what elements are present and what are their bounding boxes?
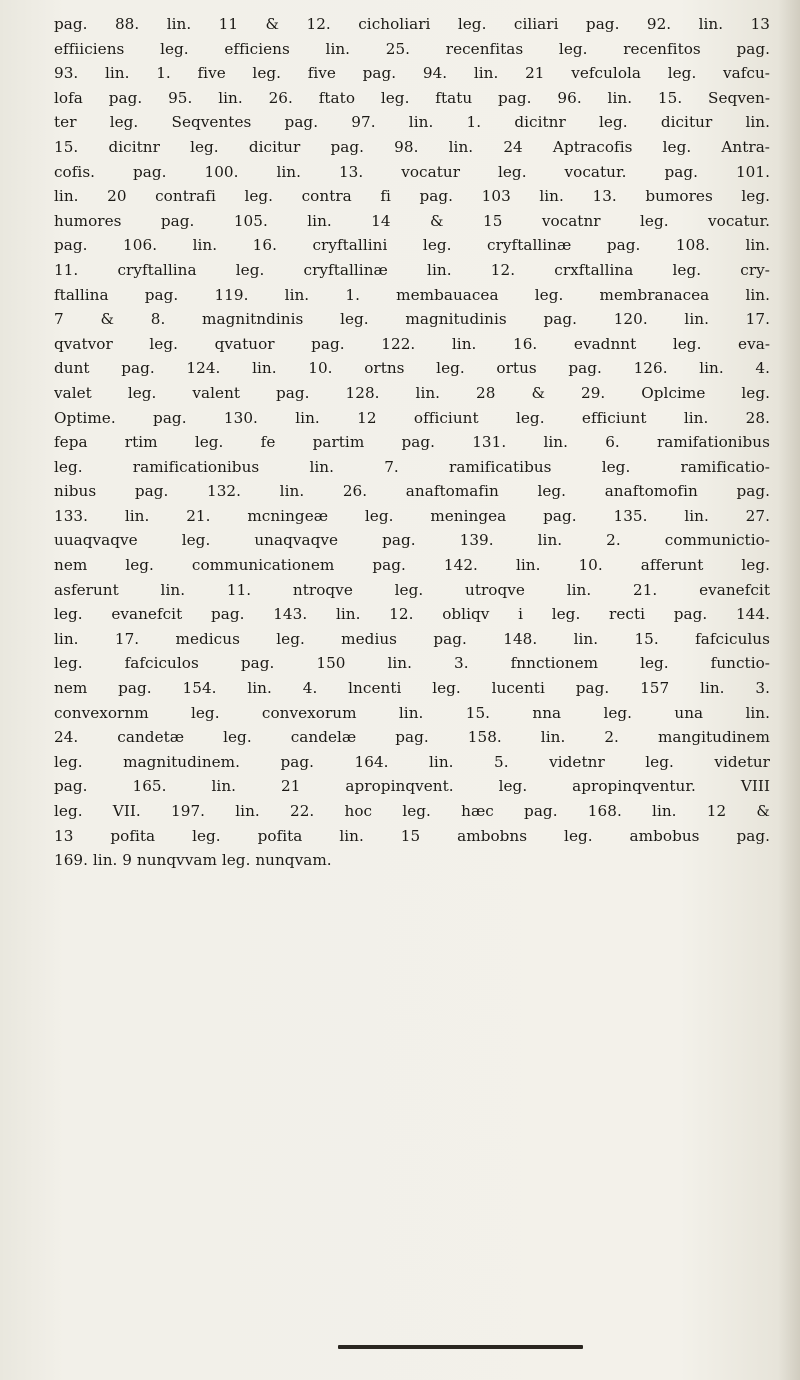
errata-line: ftallina pag. 119. lin. 1. membauacea leg. membranacea lin. bbox=[54, 285, 770, 304]
page-edge-shadow bbox=[778, 0, 800, 1380]
errata-line: Optime. pag. 130. lin. 12 officiunt leg. efficiunt lin. 28. bbox=[54, 408, 770, 427]
errata-line: 24. candetæ leg. candelæ pag. 158. lin. 2. mangitudinem bbox=[54, 728, 770, 747]
errata-line: qvatvor leg. qvatuor pag. 122. lin. 16. evadnnt leg. eva- bbox=[54, 334, 770, 353]
errata-line: leg. ramificationibus lin. 7. ramificatibus leg. ramificatio- bbox=[54, 457, 770, 476]
closing-rule bbox=[338, 1345, 583, 1349]
errata-line: pag. 88. lin. 11 & 12. cicholiari leg. ciliari pag. 92. lin. 13 bbox=[54, 15, 770, 33]
errata-line: leg. VII. 197. lin. 22. hoc leg. hæc pag. 168. lin. 12 & bbox=[54, 802, 770, 820]
errata-line: 169. lin. 9 nunqvvam leg. nunqvam. bbox=[54, 851, 332, 870]
errata-line: nem leg. communicationem pag. 142. lin. 10. afferunt leg. bbox=[54, 556, 770, 575]
errata-list bbox=[54, 12, 770, 873]
errata-line: ter leg. Seqventes pag. 97. lin. 1. dicitnr leg. dicitur lin. bbox=[54, 113, 770, 132]
errata-line: 133. lin. 21. mcningeæ leg. meningea pag. 135. lin. 27. bbox=[54, 506, 770, 525]
errata-line: effiiciens leg. efficiens lin. 25. recenfitas leg. recenfitos pag. bbox=[54, 39, 770, 58]
errata-line: humores pag. 105. lin. 14 & 15 vocatnr leg. vocatur. bbox=[54, 211, 770, 230]
errata-line: leg. fafciculos pag. 150 lin. 3. fnnctionem leg. functio- bbox=[54, 654, 770, 673]
errata-line: convexornm leg. convexorum lin. 15. nna leg. una lin. bbox=[54, 703, 770, 722]
errata-line: asferunt lin. 11. ntroqve leg. utroqve lin. 21. evanefcit bbox=[54, 580, 770, 599]
errata-line: lin. 20 contrafi leg. contra fi pag. 103 lin. 13. bumores leg. bbox=[54, 187, 770, 206]
errata-line: 93. lin. 1. five leg. five pag. 94. lin. 21 vefculola leg. vafcu- bbox=[54, 64, 770, 83]
errata-line: dunt pag. 124. lin. 10. ortns leg. ortus pag. 126. lin. 4. bbox=[54, 359, 770, 378]
errata-line: uuaqvaqve leg. unaqvaqve pag. 139. lin. 2. communictio- bbox=[54, 531, 770, 550]
errata-line: lin. 17. medicus leg. medius pag. 148. lin. 15. fafciculus bbox=[54, 629, 770, 648]
errata-line: 15. dicitnr leg. dicitur pag. 98. lin. 24 Aptracofis leg. Antra- bbox=[54, 137, 770, 156]
errata-line: lofa pag. 95. lin. 26. ftato leg. ftatu pag. 96. lin. 15. Seqven- bbox=[54, 88, 770, 107]
errata-line: pag. 106. lin. 16. cryftallini leg. cryftallinæ pag. 108. lin. bbox=[54, 236, 770, 255]
errata-line: valet leg. valent pag. 128. lin. 28 & 29. Oplcime leg. bbox=[54, 383, 770, 402]
errata-line: leg. magnitudinem. pag. 164. lin. 5. videtnr leg. videtur bbox=[54, 752, 770, 771]
errata-line: nem pag. 154. lin. 4. lncenti leg. lucenti pag. 157 lin. 3. bbox=[54, 679, 770, 698]
errata-line: leg. evanefcit pag. 143. lin. 12. obliqv i leg. recti pag. 144. bbox=[54, 605, 770, 624]
errata-line: 7 & 8. magnitndinis leg. magnitudinis pag. 120. lin. 17. bbox=[54, 310, 770, 329]
errata-line: cofis. pag. 100. lin. 13. vocatur leg. vocatur. pag. 101. bbox=[54, 162, 770, 181]
errata-line: nibus pag. 132. lin. 26. anaftomafin leg. anaftomofin pag. bbox=[54, 482, 770, 501]
errata-line: fepa rtim leg. fe partim pag. 131. lin. 6. ramifationibus bbox=[54, 433, 770, 452]
errata-line: 13 pofita leg. pofita lin. 15 ambobns leg. ambobus pag. bbox=[54, 826, 770, 845]
errata-line: 11. cryftallina leg. cryftallinæ lin. 12. crxftallina leg. cry- bbox=[54, 260, 770, 279]
errata-line: pag. 165. lin. 21 apropinqvent. leg. apropinqventur. VIII bbox=[54, 777, 770, 796]
